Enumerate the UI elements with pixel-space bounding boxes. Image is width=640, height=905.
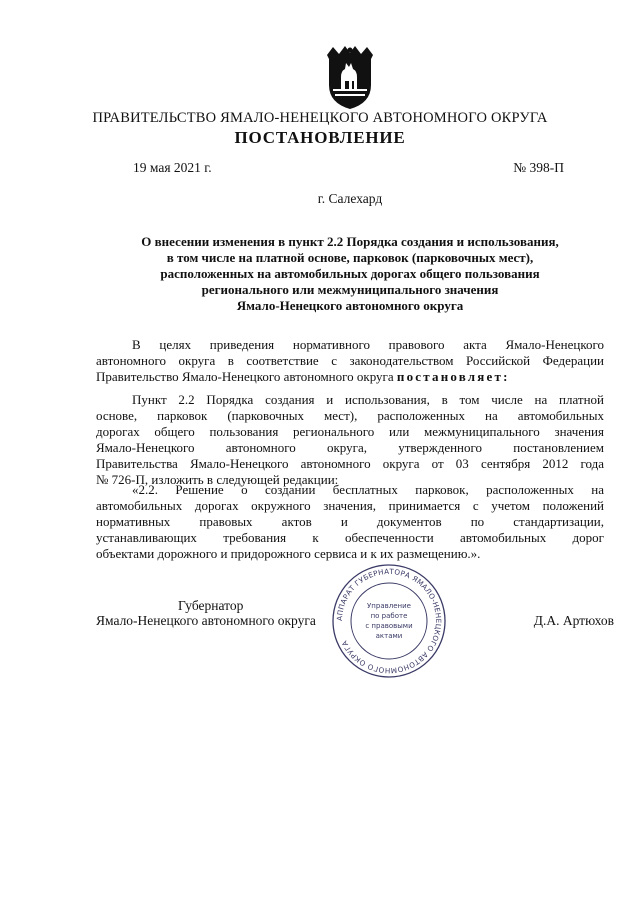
document-type: ПОСТАНОВЛЕНИЕ — [234, 128, 406, 147]
signatory-position: Губернатор — [178, 598, 244, 613]
signatory-name: Д.А. Артюхов — [533, 613, 614, 628]
paragraph-line — [96, 369, 604, 385]
paragraph-line: Ямало-Ненецкого автономного округа, утвержденного постановлением — [96, 440, 604, 455]
preamble-subject: Правительство Ямало-Ненецкого автономного округа — [96, 369, 394, 384]
paragraph-line: Правительства Ямало-Ненецкого автономного округа от 03 сентября 2012 года — [96, 456, 604, 471]
paragraph-line: № 726-П, изложить в следующей редакции: — [96, 472, 339, 487]
document-number: № 398-П — [513, 160, 564, 175]
paragraph-line: основе, парковок (парковочных мест), расположенных на автомобильных — [96, 408, 604, 423]
paragraph-line: В целях приведения нормативного правового акта Ямало-Ненецкого — [132, 337, 604, 352]
signatory-organization: Ямало-Ненецкого автономного округа — [96, 613, 316, 628]
city: г. Салехард — [317, 191, 383, 206]
title-line: регионального или межмуниципального значения — [201, 282, 499, 297]
resolves-keyword: постановляет — [396, 369, 504, 384]
stamp-center-line: актами — [375, 632, 403, 640]
paragraph-line: «2.2. Решение о создании бесплатных парковок, расположенных на — [132, 482, 604, 497]
stamp-center-line: по работе — [370, 612, 408, 620]
title-line: Ямало-Ненецкого автономного округа — [236, 298, 464, 313]
paragraph-line: Пункт 2.2 Порядка создания и использования, в том числе на платной — [132, 392, 604, 407]
government-name: ПРАВИТЕЛЬСТВО ЯМАЛО-НЕНЕЦКОГО АВТОНОМНОГО ОКРУГА — [92, 110, 548, 126]
amendment-paragraph — [96, 392, 604, 488]
new-wording-paragraph — [96, 482, 604, 562]
document-date: 19 мая 2021 г. — [133, 160, 212, 175]
title-line: О внесении изменения в пункт 2.2 Порядка создания и использования, — [141, 234, 559, 249]
paragraph-line: дорогах общего пользования регионального или межмуниципального значения — [96, 424, 604, 439]
stamp-ring-text: АППАРАТ ГУБЕРНАТОРА ЯМАЛО-НЕНЕЦКОГО АВТОНОМНОГО ОКРУГА — [334, 566, 444, 676]
paragraph-line: автономного округа в соответствие с законодательством Российской Федерации — [96, 353, 604, 368]
paragraph-line: объектами дорожного и придорожного сервиса и к их размещению.». — [96, 546, 481, 561]
paragraph-line: автомобильных дорогах окружного значения, принимается с учетом положений — [96, 498, 604, 513]
coat-of-arms-emblem — [323, 45, 377, 110]
document-title — [96, 234, 604, 314]
stamp-center-line: с правовыми — [365, 622, 413, 630]
title-line: расположенных на автомобильных дорогах общего пользования — [160, 266, 540, 281]
paragraph-line: нормативных правовых актов и документов по стандартизации, — [96, 514, 604, 529]
preamble-paragraph — [96, 337, 604, 385]
paragraph-line: устанавливающих требования к обеспеченности автомобильных дорог — [96, 530, 604, 545]
resolves-colon: : — [503, 369, 508, 384]
title-line: в том числе на платной основе, парковок (парковочных мест), — [166, 250, 534, 265]
stamp-center-line: Управление — [367, 602, 411, 610]
official-stamp — [330, 562, 448, 680]
